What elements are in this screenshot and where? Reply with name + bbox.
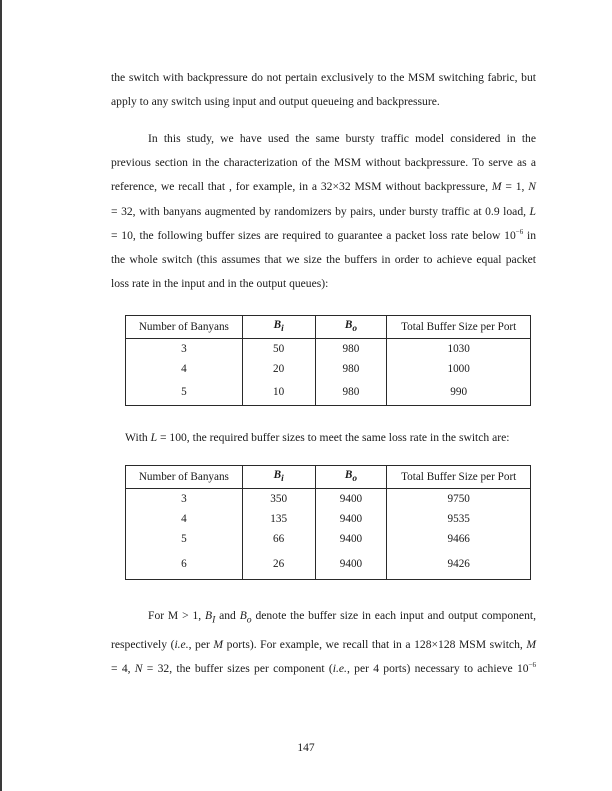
text-line: For M > 1, $B_I$ and $B_o$ denote the buffer size in each input and output component,	[148, 609, 536, 626]
col-header-bo: $B_o$	[315, 316, 387, 339]
cell: 3	[181, 343, 187, 355]
text-line: In this study, we have used the same bursty traffic model considered in the	[148, 132, 536, 145]
table-row	[126, 529, 531, 549]
cell: 66	[242, 529, 315, 549]
cell: 980	[315, 339, 387, 360]
text-line: With L = 100, the required buffer sizes to meet the same loss rate in the switch are:	[125, 431, 510, 444]
cell: 50	[242, 339, 315, 360]
cell: 350	[242, 489, 315, 510]
cell: 9400	[315, 549, 387, 580]
buffer-table-l10	[125, 315, 531, 406]
col-header-bo: $B_o$	[315, 466, 387, 489]
cell: 9400	[315, 509, 387, 529]
cell: 1000	[387, 359, 531, 379]
paragraph-l100	[125, 426, 545, 450]
cell: 135	[242, 509, 315, 529]
cell: 26	[242, 549, 315, 580]
text-line: = 4, N = 32, the buffer sizes per component (i.e., per 4 ports) necessary to achieve $10^{-6}$	[111, 660, 536, 675]
text-line: = 10, the following buffer sizes are required to guarantee a packet loss rate below $10^{-6}$ in	[111, 227, 537, 242]
text-line: the whole switch (this assumes that we size the buffers in order to achieve equal packet	[111, 253, 536, 267]
text-line: reference, we recall that , for example, in a 32×32 MSM without backpressure, M = 1, N	[111, 180, 536, 194]
col-header-bi: $B_i$	[242, 316, 315, 339]
col-header-banyans: Number of Banyans	[126, 466, 243, 489]
table-row	[126, 359, 531, 379]
text-line: = 32, with banyans augmented by randomizers by pairs, under bursty traffic at 0.9 load, L	[111, 204, 536, 218]
buffer-table-l100	[125, 465, 531, 580]
page-scan-edge	[0, 0, 2, 791]
cell: 4	[181, 363, 187, 375]
cell: 9750	[387, 489, 531, 510]
text-line: the switch with backpressure do not pertain exclusively to the MSM switching fabric, but	[111, 71, 536, 84]
cell: 5	[181, 533, 187, 545]
table-row	[126, 509, 531, 529]
text-line: previous section in the characterization of the MSM without backpressure. To serve as a	[111, 156, 536, 170]
text-line: loss rate in the input and in the output queues):	[111, 277, 329, 291]
cell: 990	[387, 379, 531, 406]
cell: 3	[181, 493, 187, 505]
page-number: 147	[297, 742, 315, 754]
table-row	[126, 379, 531, 406]
cell: 9400	[315, 529, 387, 549]
table-header-row	[126, 316, 531, 339]
cell: 20	[242, 359, 315, 379]
cell: 1030	[387, 339, 531, 360]
cell: 9466	[387, 529, 531, 549]
cell: 6	[181, 558, 187, 570]
paragraph-intro	[111, 66, 536, 114]
paragraph-m-greater-1	[111, 604, 536, 681]
cell: 9535	[387, 509, 531, 529]
cell: 10	[242, 379, 315, 406]
text-line: apply to any switch using input and output queueing and backpressure.	[111, 95, 440, 109]
cell: 9426	[387, 549, 531, 580]
col-header-bi: $B_i$	[242, 466, 315, 489]
cell: 5	[181, 386, 187, 398]
cell: 980	[315, 379, 387, 406]
text-line: respectively (i.e., per M ports). For example, we recall that in a 128×128 MSM switch, M	[111, 637, 536, 651]
table-row	[126, 489, 531, 510]
col-header-total: Total Buffer Size per Port	[387, 316, 531, 339]
col-header-banyans: Number of Banyans	[126, 316, 243, 339]
cell: 4	[181, 513, 187, 525]
table-row	[126, 549, 531, 580]
paragraph-study	[111, 127, 536, 296]
table-row	[126, 339, 531, 360]
table-header-row	[126, 466, 531, 489]
col-header-total: Total Buffer Size per Port	[387, 466, 531, 489]
cell: 980	[315, 359, 387, 379]
cell: 9400	[315, 489, 387, 510]
